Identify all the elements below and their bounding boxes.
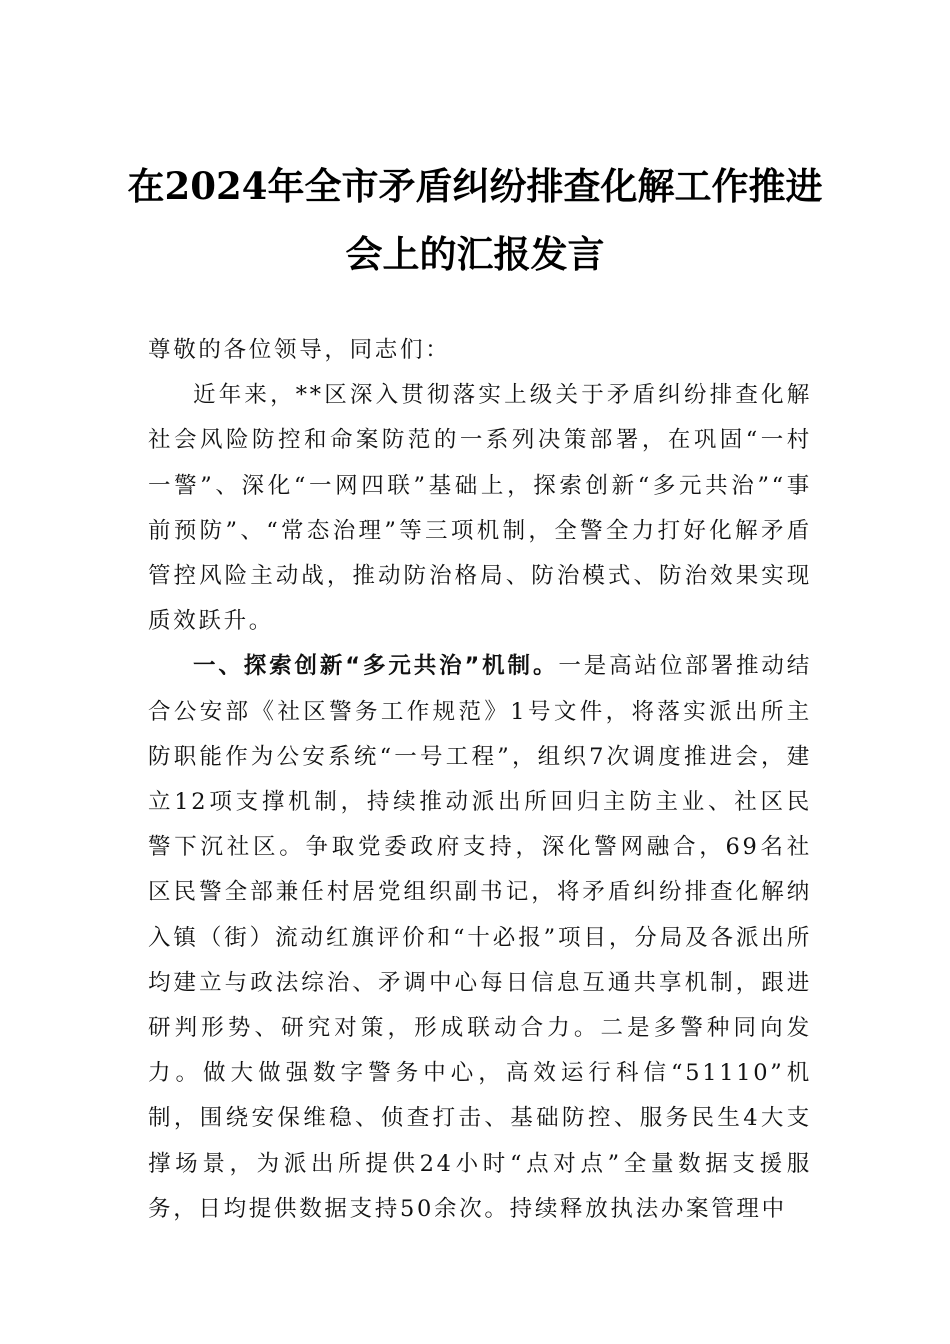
intro-paragraph: 近年来，**区深入贯彻落实上级关于矛盾纠纷排查化解社会风险防控和命案防范的一系列决策部署，在巩固“一村一警”、深化“一网四联”基础上，探索创新“多元共治”“事前预防”、“常态治理”等三项机制，全警全力打好化解矛盾管控风险主动战，推动防治格局、防治模式、防治效果实现质效跃升。 (148, 382, 812, 635)
section-1-heading: 一、探索创新“多元共治”机制。 (193, 653, 559, 680)
document-body (148, 328, 812, 1232)
section-1-paragraph (148, 644, 812, 1232)
section-1-body: 一是高站位部署推动结合公安部《社区警务工作规范》1号文件，将落实派出所主防职能作为公安系统“一号工程”，组织7次调度推进会，建立12项支撑机制，持续推动派出所回归主防主业、社区民警下沉社区。争取党委政府支持，深化警网融合，69名社区民警全部兼任村居党组织副书记，将矛盾纠纷排查化解纳入镇（街）流动红旗评价和“十必报”项目，分局及各派出所均建立与政法综治、矛调中心每日信息互通共享机制，跟进研判形势、研究对策，形成联动合力。二是多警种同向发力。做大做强数字警务中心，高效运行科信“51110”机制，围绕安保维稳、侦查打击、基础防控、服务民生4大支撑场景，为派出所提供24小时“点对点”全量数据支援服务，日均提供数据支持50余次。持续释放执法办案管理中 (148, 653, 812, 1222)
salutation: 尊敬的各位领导，同志们： (148, 337, 451, 363)
document-title-line-2: 会上的汇报发言 (345, 232, 605, 276)
document-title-line-1: 在2024年全市矛盾纠纷排查化解工作推进 (127, 164, 823, 208)
